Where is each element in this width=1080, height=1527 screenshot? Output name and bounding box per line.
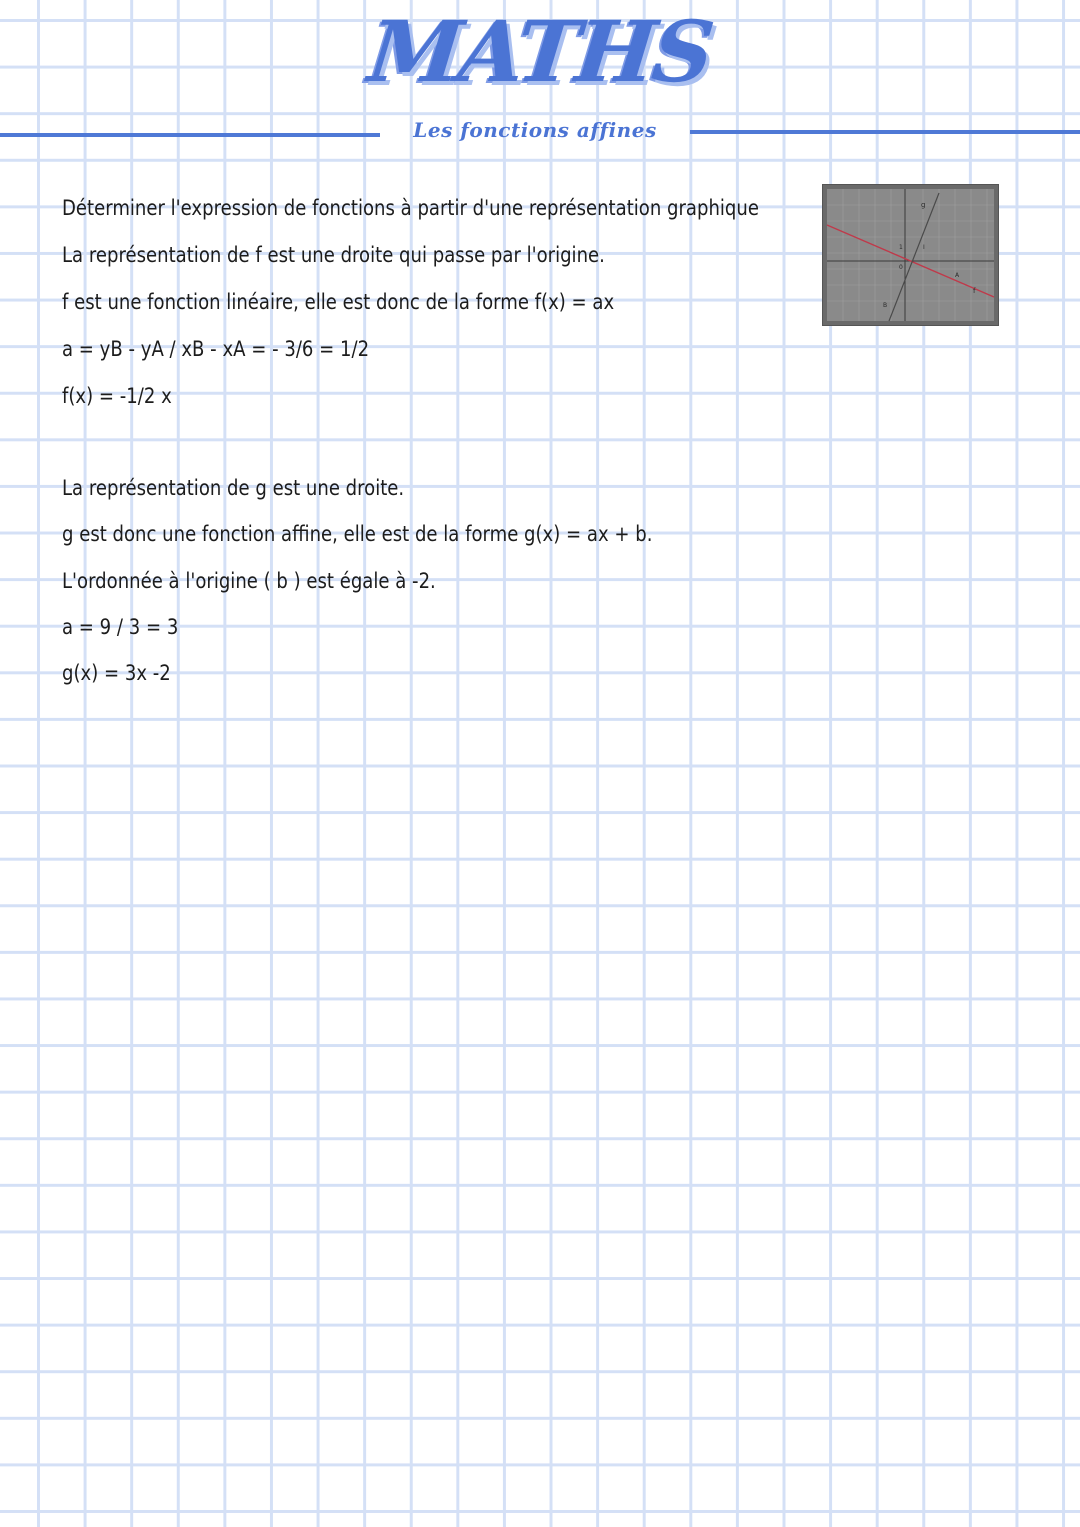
header-divider-right: [690, 130, 1080, 134]
label-origin: 0: [899, 264, 903, 271]
text-line-1: Déterminer l'expression de fonctions à partir d'une représentation graphique: [62, 196, 759, 220]
text-line-8: L'ordonnée à l'origine ( b ) est égale à -2.: [62, 569, 436, 593]
page-subtitle: Les fonctions affines: [413, 118, 657, 142]
graph-photo-svg: [823, 185, 998, 325]
label-tick-one: 1: [899, 244, 903, 251]
text-line-9: a = 9 / 3 = 3: [62, 615, 179, 639]
page-title: MATHS: [364, 2, 716, 101]
text-line-6: La représentation de g est une droite.: [62, 476, 405, 500]
label-curve-f: f: [973, 287, 976, 295]
text-line-3: f est une fonction linéaire, elle est donc de la forme f(x) = ax: [62, 290, 615, 314]
text-line-7: g est donc une fonction affine, elle est de la forme g(x) = ax + b.: [62, 522, 653, 546]
label-curve-g: g: [921, 201, 926, 209]
label-point-i: I: [923, 244, 925, 251]
label-point-a: A: [955, 272, 960, 279]
label-point-b: B: [883, 302, 888, 309]
text-line-4: a = yB - yA / xB - xA = - 3/6 = 1/2: [62, 337, 370, 361]
graph-photo: [822, 184, 999, 326]
text-line-2: La représentation de f est une droite qui passe par l'origine.: [62, 243, 605, 267]
text-line-10: g(x) = 3x -2: [62, 661, 171, 685]
header-divider-left: [0, 133, 380, 137]
text-line-5: f(x) = -1/2 x: [62, 384, 172, 408]
